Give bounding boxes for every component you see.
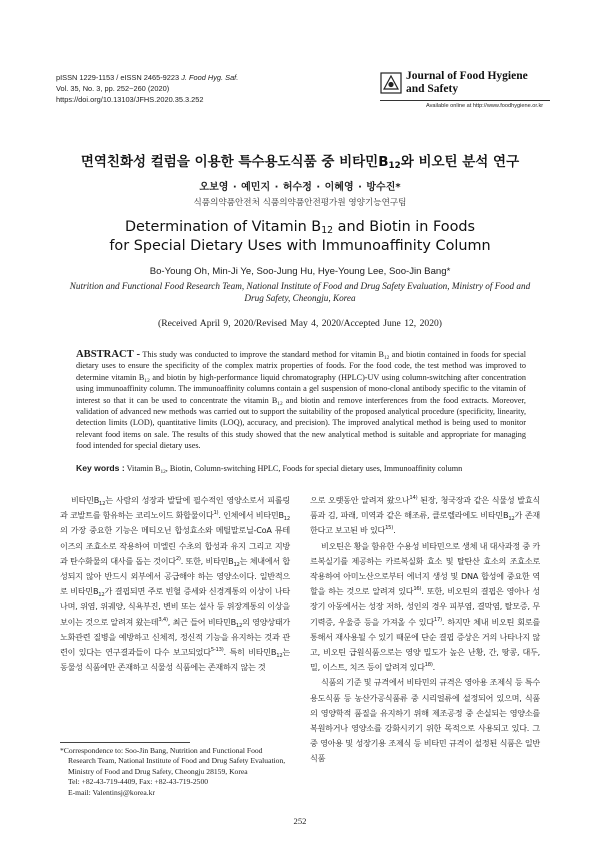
citation-header: [56, 72, 238, 105]
paragraph: 식품의 기준 및 규격에서 비타민의 규격은 영아용 조제식 등 특수용도식품 등 농산가공식품류 중 시리얼류에 설정되어 있으며, 식품의 영양학적 품질을 유지하기 위해 제조공정 중 손실되는 영양소를 복원하거나 영양소를 강화시키기 위한 목적으로 사용되고 있다. 그 중 영아용 및 성장기용 조제식 등 비타민 규격이 설정된 식품은 일반식품: [310, 677, 540, 764]
korean-affiliation: 식품의약품안전처 식품의약품안전평가원 영양기능연구팀: [193, 198, 407, 208]
paragraph: 비타민$B_{12}$는 사람의 성장과 발달에 필수적인 영양소로서 피롤링과 코발트를 함유하는 코리노이드 화합물이다$^{1)}$. 인체에서 비타민$B_{12}$의 가장 중요한 기능은 메티오닌 합성효소와 메틸말로닐-CoA 뮤테이즈의 조효소로 작용하여 미엘린 수초의 합성과 유지 그리고 지방과 탄수화물의 대사를 돕는 것이다$^{2)}$. 또한, 비타민$B_{12}$는 체내에서 합성되지 않아 반드시 외부에서 공급해야 하는 영양소이다. 일반적으로 비타민$B_{12}$가 결핍되면 주로 빈혈 증세와 신경계통의 이상이 나타나며, 위염, 위궤양, 식욕부진, 변비 또는 설사 등 위장계통의 이상을 보이는 것으로 알려져 왔는데$^{3,4)}$, 최근 들어 비타민$B_{12}$의 영양상태가 노화관련 질병을 예방하고 신체적, 정신적 기능을 유지하는 것과 관련이 있다는 연구결과들이 다수 보고되었다$^{5-13)}$. 특히 비타민$B_{12}$는 동물성 식품에만 존재하고 식물성 식품에는 존재하지 않는 것: [60, 495, 291, 673]
korean-title: 면역친화성 컬럼을 이용한 특수용도식품 중 비타민$B_{12}$와 비오틴 분석 연구: [80, 154, 520, 171]
issn-line: pISSN 1229-1153 / eISSN 2465-9223 J. Food Hyg. Saf.: [56, 73, 239, 82]
footnote-divider: [60, 742, 190, 743]
journal-availability: Available online at http://www.foodhygiene.or.kr: [426, 103, 544, 109]
abstract: ABSTRACT - This study was conducted to improve the standard method for vitamin $B_{12}$ and biotin contained in foods for special dietary uses to ensure the specificity of the complex matrix properties of foods. For the food code, the test method was improved to determine vitamin $B_{12}$ and biotin by high-performance liquid chromatography (HPLC)-UV using column-switching after concentration using immunoaffinity column. The immunoaffinity columns contain a gel suspension of mono-clonal antibody specific to the vitamin of interest so that it can be used to concentrate the vitamin $B_{12}$ and biotin and remove interferences from the food extracts. Moreover, validation of advanced new methods was carried out to support the suitability of the proposed analytical procedure (specificity, linearity, detection limits (LOD), quantitative limits (LOQ), accuracy, and precision). The improved analytical method is being used to monitor relevant food items on sale. The results of this study showed that the new analytical method is suitable and appropriate for managing food intended for special dietary uses.: [76, 349, 526, 451]
email-link[interactable]: E-mail: Valentinsj@korea.kr: [68, 787, 155, 797]
english-affiliation: Nutrition and Functional Food Research Team, National Institute of Food and Drug Safety Evaluation, Ministry of Food and Drug Safety, Cheongju, Korea: [69, 281, 531, 303]
korean-authors: 오보영 · 예민지 · 허수정 · 이혜영 · 방수진*: [199, 182, 401, 193]
correspondence-footnote: *Correspondence to: Soo-Jin Bang, Nutrition and Functional Food Research Team, National Institute of Food and Drug Safety Evaluation, Ministry of Food and Drug Safety, Cheongju 28159, Korea Tel: +82-43-719-4409, Fax: +82-43-719-2500 E-mail: Valentinsj@korea.kr: [60, 746, 300, 798]
abstract-label: ABSTRACT -: [76, 349, 141, 360]
body-column-left: [60, 493, 290, 675]
keywords: Key words : Vitamin $B_{12}$, Biotin, Column-switching HPLC, Foods for special dietary uses, Immunoaffinity column: [76, 463, 463, 475]
doi-link[interactable]: https://doi.org/10.13103/JFHS.2020.35.3.252: [56, 95, 204, 104]
paragraph: 비오틴은 황을 함유한 수용성 비타민으로 생체 내 대사과정 중 카르복실기를 제공하는 카르복실화 효소 및 탈탄산 효소의 조효소로 작용하여 아미노산으로부터 에너지 생성 및 DNA 합성에 중요한 역할을 하는 것으로 알려져 있다$^{16)}$. 또한, 비오틴의 결핍은 영아나 성장기 아동에서는 성장 저하, 성인의 경우 피부염, 결막염, 탈모증, 무기력증, 우울증 등을 가져올 수 있다$^{17)}$. 하지만 체내 비오틴 회로를 통해서 재사용될 수 있기 때문에 단순 결핍 증상은 거의 나타나지 않고, 비오틴 급원식품으로는 영양 밀도가 높은 난황, 간, 땅콩, 대두, 밀, 이스트, 치즈 등이 알려져 있다$^{18)}$.: [310, 540, 540, 673]
journal-emblem-icon: [380, 72, 402, 94]
page-number: 252: [293, 816, 307, 826]
paragraph: 으로 오랫동안 알려져 왔으나$^{14)}$ 된장, 청국장과 같은 식물성 발효식품과 김, 파래, 미역과 같은 해조류, 클로렐라에도 비타민$B_{12}$가 존재한다고 보고된 바 있다$^{15)}$.: [310, 495, 540, 536]
body-column-right: [310, 493, 540, 767]
volume-line: Vol. 35, No. 3, pp. 252~260 (2020): [56, 84, 170, 93]
english-title: Determination of Vitamin $B_{12}$ and Biotin in Foods for Special Dietary Uses with Immunoaffinity Column: [109, 219, 491, 254]
received-dates: (Received April 9, 2020/Revised May 4, 2020/Accepted June 12, 2020): [158, 318, 442, 329]
journal-rule: [380, 100, 550, 101]
english-authors: Bo-Young Oh, Min-Ji Ye, Soo-Jung Hu, Hye-Young Lee, Soo-Jin Bang*: [149, 266, 451, 277]
journal-title: Journal of Food Hygiene and Safety: [406, 70, 528, 95]
